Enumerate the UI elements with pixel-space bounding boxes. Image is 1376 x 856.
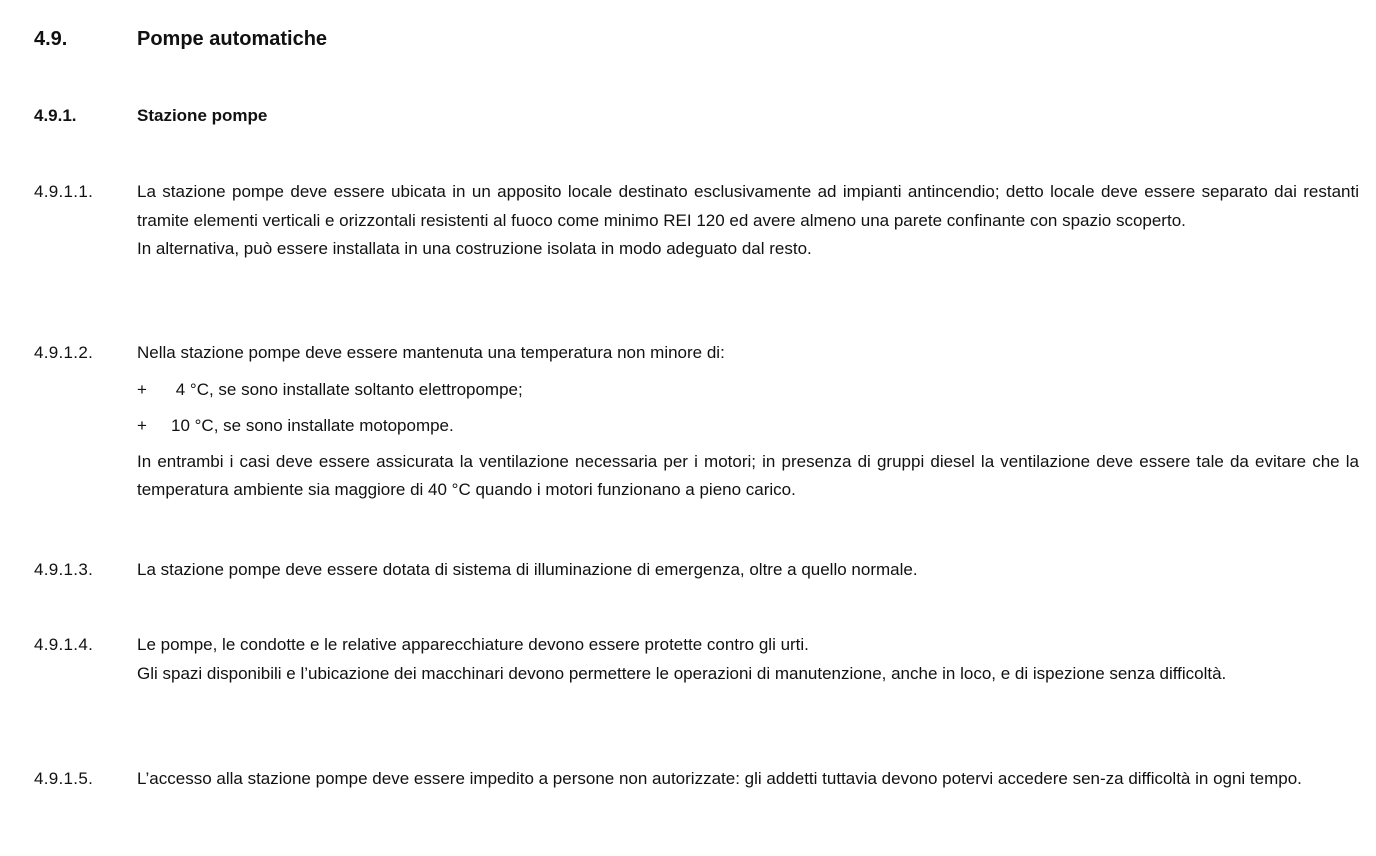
paragraph-body (137, 339, 1359, 505)
plus-icon: + (137, 379, 147, 399)
paragraph-text: La stazione pompe deve essere dotata di sistema di illuminazione di emergenza, oltre a quello normale. (137, 560, 918, 579)
subsection-number: 4.9.1. (34, 106, 77, 125)
paragraph-number: 4.9.1.4. (34, 635, 94, 654)
paragraph-text: In entrambi i casi deve essere assicurata la ventilazione necessaria per i motori; in presenza di gruppi diesel la ventilazione deve essere tale da evitare che la temperatura ambiente sia maggiore di 40 °C quando i motori funzionano a pieno carico. (137, 451, 1359, 499)
paragraph-text: La stazione pompe deve essere ubicata in un apposito locale destinato esclusivamente ad impianti antincendio; detto locale deve essere separato dai restanti tramite elementi verticali e orizzontali resistenti al fuoco come minimo REI 120 ed avere almeno una parete confinante con spazio scoperto. (137, 182, 1359, 230)
paragraph-text: In alternativa, può essere installata in una costruzione isolata in modo adeguato dal resto. (137, 239, 812, 258)
paragraph-text: Le pompe, le condotte e le relative apparecchiature devono essere protette contro gli urti. (137, 635, 809, 654)
paragraph-number: 4.9.1.2. (34, 343, 94, 362)
list-item-text: 10 °C, se sono installate motopompe. (171, 415, 454, 435)
section-number: 4.9. (34, 28, 68, 50)
paragraph-text: Nella stazione pompe deve essere mantenuta una temperatura non minore di: (137, 343, 725, 362)
list-item (137, 376, 1359, 404)
paragraph-body (137, 765, 1359, 794)
paragraph-number: 4.9.1.1. (34, 182, 94, 201)
paragraph-body (137, 631, 1359, 688)
list-item-text: 4 °C, se sono installate soltanto elettropompe; (171, 379, 523, 399)
paragraph-text: L’accesso alla stazione pompe deve essere impedito a persone non autorizzate: gli addetti tuttavia devono potervi accedere sen-za difficoltà in ogni tempo. (137, 769, 1302, 788)
plus-icon: + (137, 415, 147, 435)
temperature-list (137, 376, 1359, 440)
paragraph-text: Gli spazi disponibili e l’ubicazione dei macchinari devono permettere le operazioni di manutenzione, anche in loco, e di ispezione senza difficoltà. (137, 663, 1227, 683)
section-title: Pompe automatiche (137, 28, 328, 50)
paragraph-body (137, 556, 1359, 585)
paragraph-body (137, 178, 1359, 264)
subsection-title: Stazione pompe (137, 106, 268, 125)
paragraph-number: 4.9.1.5. (34, 769, 94, 788)
paragraph-number: 4.9.1.3. (34, 560, 94, 579)
list-item (137, 412, 1359, 440)
